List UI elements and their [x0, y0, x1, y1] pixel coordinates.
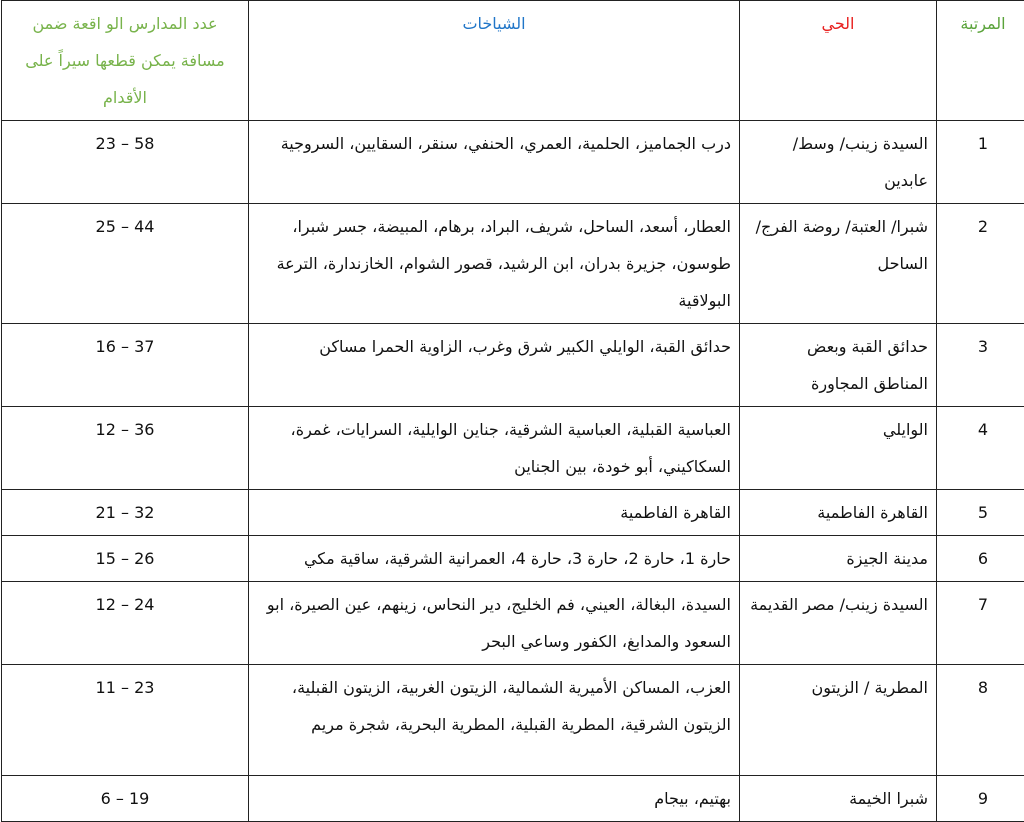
cell-schools-count: 21 – 32	[2, 490, 249, 536]
table-row	[2, 582, 1024, 665]
table-row	[2, 536, 1024, 582]
cell-schools-count: 6 – 19	[2, 776, 249, 822]
cell-rank: 5	[937, 490, 1024, 536]
cell-district: السيدة زينب/ وسط/ عابدين	[740, 121, 937, 204]
cell-schools-count: 12 – 36	[2, 407, 249, 490]
cell-schools-count: 11 – 23	[2, 665, 249, 776]
cell-sheyakhat: حدائق القبة، الوايلي الكبير شرق وغرب، الزاوية الحمرا مساكن	[249, 324, 740, 407]
cell-schools-count: 25 – 44	[2, 204, 249, 324]
cell-rank: 6	[937, 536, 1024, 582]
cell-district: الوايلي	[740, 407, 937, 490]
cell-district: شبرا/ العتبة/ روضة الفرج/ الساحل	[740, 204, 937, 324]
header-row	[2, 1, 1024, 121]
cell-schools-count: 12 – 24	[2, 582, 249, 665]
cell-district: المطرية / الزيتون	[740, 665, 937, 776]
cell-district: القاهرة الفاطمية	[740, 490, 937, 536]
cell-rank: 3	[937, 324, 1024, 407]
table-row	[2, 665, 1024, 776]
cell-district: السيدة زينب/ مصر القديمة	[740, 582, 937, 665]
cell-sheyakhat: العباسية القبلية، العباسية الشرقية، جناين الوايلية، السرايات، غمرة، السكاكيني، أبو خودة، بين الجناين	[249, 407, 740, 490]
cell-rank: 4	[937, 407, 1024, 490]
cell-sheyakhat: حارة 1، حارة 2، حارة 3، حارة 4، العمرانية الشرقية، ساقية مكي	[249, 536, 740, 582]
header-schools-count: عدد المدارس الو اقعة ضمن مسافة يمكن قطعها سيراً على الأقدام	[2, 1, 249, 121]
schools-table	[1, 0, 1024, 822]
cell-sheyakhat: القاهرة الفاطمية	[249, 490, 740, 536]
cell-sheyakhat: بهتيم، بيجام	[249, 776, 740, 822]
table-row	[2, 324, 1024, 407]
cell-rank: 2	[937, 204, 1024, 324]
table-header	[2, 1, 1024, 121]
table-row	[2, 204, 1024, 324]
header-sheyakhat: الشياخات	[249, 1, 740, 121]
header-district: الحي	[740, 1, 937, 121]
table-row	[2, 407, 1024, 490]
cell-district: شبرا الخيمة	[740, 776, 937, 822]
cell-rank: 1	[937, 121, 1024, 204]
cell-district: مدينة الجيزة	[740, 536, 937, 582]
cell-sheyakhat: درب الجماميز، الحلمية، العمري، الحنفي، سنقر، السقايين، السروجية	[249, 121, 740, 204]
table-row	[2, 490, 1024, 536]
cell-district: حدائق القبة وبعض المناطق المجاورة	[740, 324, 937, 407]
cell-rank: 7	[937, 582, 1024, 665]
table-row	[2, 776, 1024, 822]
header-rank: المرتبة	[937, 1, 1024, 121]
cell-schools-count: 16 – 37	[2, 324, 249, 407]
cell-schools-count: 15 – 26	[2, 536, 249, 582]
table-body	[2, 121, 1024, 822]
cell-sheyakhat: العطار، أسعد، الساحل، شريف، البراد، برهام، المبيضة، جسر شبرا، طوسون، جزيرة بدران، ابن الرشيد، قصور الشوام، الخازندارة، الترعة البولاقية	[249, 204, 740, 324]
cell-rank: 9	[937, 776, 1024, 822]
cell-schools-count: 23 – 58	[2, 121, 249, 204]
cell-rank: 8	[937, 665, 1024, 776]
table-row	[2, 121, 1024, 204]
cell-sheyakhat: السيدة، البغالة، العيني، فم الخليج، دير النحاس، زينهم، عين الصيرة، ابو السعود والمدابغ، الكفور وساعي البحر	[249, 582, 740, 665]
cell-sheyakhat: العزب، المساكن الأميرية الشمالية، الزيتون الغربية، الزيتون القبلية، الزيتون الشرقية، المطرية القبلية، المطرية البحرية، شجرة مريم	[249, 665, 740, 776]
